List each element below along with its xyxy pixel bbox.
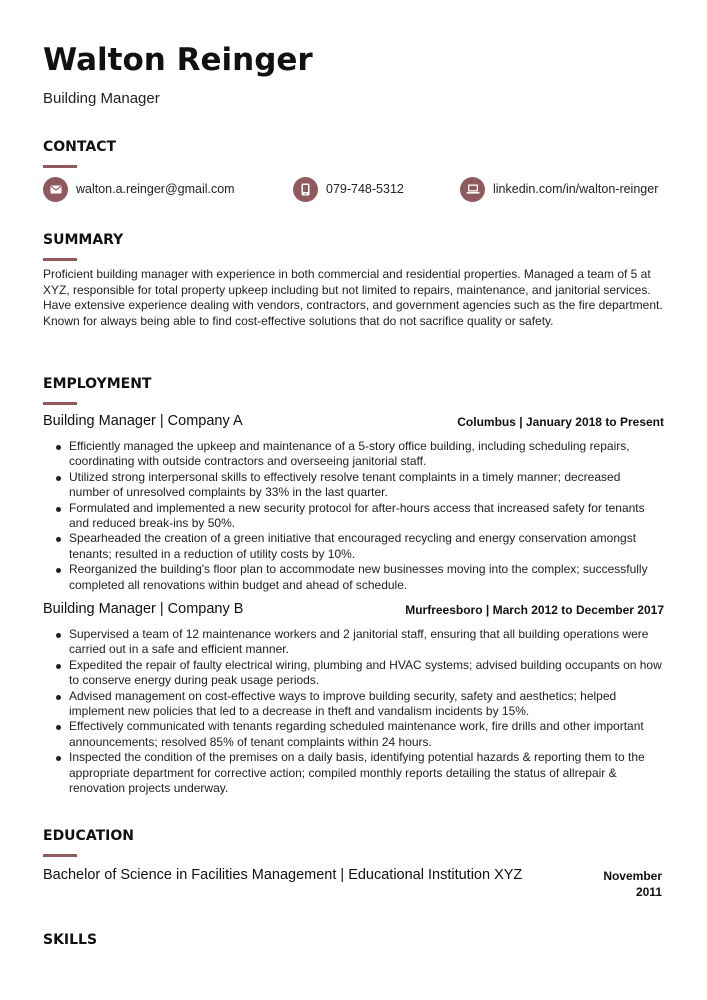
- section-heading-employment: EMPLOYMENT: [43, 376, 152, 392]
- job-title: Building Manager | Company A: [43, 413, 243, 429]
- candidate-title: Building Manager: [43, 90, 160, 107]
- contact-email[interactable]: [43, 176, 235, 202]
- summary-text: Proficient building manager with experience in both commercial and residential properties. Managed a team of 5 at XYZ, responsible for total property upkeep including but not limited to repairs, maintenance, and janitorial services. Have extensive experience dealing with vendors, contractors, and government agencies such as the fire department. Known for always being able to find cost-effective solutions that do not sacrifice quality or safety.: [43, 267, 663, 328]
- contact-phone[interactable]: [293, 176, 404, 202]
- list-item: Inspected the condition of the premises on a daily basis, identifying potential hazards & reporting them to the appropriate department for corrective action; compiled monthly reports detailing the status of allrepair & renovation projects underway.: [43, 750, 664, 796]
- contact-row: [43, 176, 664, 202]
- section-heading-contact: CONTACT: [43, 139, 117, 155]
- candidate-name: Walton Reinger: [43, 42, 313, 78]
- contact-linkedin-text: linkedin.com/in/walton-reinger: [493, 182, 659, 196]
- section-divider: [43, 258, 77, 261]
- section-divider: [43, 165, 77, 168]
- job-meta: Murfreesboro | March 2012 to December 2017: [405, 603, 664, 617]
- section-heading-summary: SUMMARY: [43, 232, 124, 248]
- list-item: Utilized strong interpersonal skills to effectively resolve tenant complaints in a timely manner; decreased number of unresolved complaints by 33% in the last quarter.: [43, 470, 664, 501]
- job-bullets: [43, 439, 664, 593]
- section-heading-skills: SKILLS: [43, 932, 98, 948]
- list-item: Effectively communicated with tenants regarding scheduled maintenance work, fire drills and other important announcements; resolved 85% of tenant complaints within 24 hours.: [43, 719, 664, 750]
- list-item: Advised management on cost-effective ways to improve building security, safety and aesthetics; helped implement new policies that led to a decrease in theft and vandalism incidents by 15%.: [43, 689, 664, 720]
- education-date: November 2011: [603, 869, 662, 899]
- list-item: Supervised a team of 12 maintenance workers and 2 janitorial staff, ensuring that all building operations were carried out in a safe and efficient manner.: [43, 627, 664, 658]
- section-heading-education: EDUCATION: [43, 828, 134, 844]
- section-divider: [43, 402, 77, 405]
- list-item: Reorganized the building's floor plan to accommodate new businesses moving into the complex; successfully completed all renovations within budget and ahead of schedule.: [43, 562, 664, 593]
- contact-phone-text: 079-748-5312: [326, 182, 404, 196]
- list-item: Spearheaded the creation of a green initiative that encouraged recycling and energy conservation amongst tenants; resulted in a reduction of utility costs by 10%.: [43, 531, 664, 562]
- phone-icon: [293, 177, 318, 202]
- contact-email-text: walton.a.reinger@gmail.com: [76, 182, 235, 196]
- education-degree: Bachelor of Science in Facilities Management | Educational Institution XYZ: [43, 867, 523, 883]
- job-bullets: [43, 627, 664, 796]
- job-meta: Columbus | January 2018 to Present: [457, 415, 664, 429]
- contact-linkedin[interactable]: [460, 176, 658, 202]
- list-item: Expedited the repair of faulty electrical wiring, plumbing and HVAC systems; advised building occupants on how to conserve energy during peak usage periods.: [43, 658, 664, 689]
- list-item: Formulated and implemented a new security protocol for after-hours access that increased safety for tenants and reduced break-ins by 50%.: [43, 501, 664, 532]
- job-title: Building Manager | Company B: [43, 601, 244, 617]
- list-item: Efficiently managed the upkeep and maintenance of a 5-story office building, including scheduling repairs, coordinating with outside contractors and overseeing janitorial staff.: [43, 439, 664, 470]
- laptop-icon: [460, 177, 485, 202]
- mail-icon: [43, 177, 68, 202]
- section-divider: [43, 854, 77, 857]
